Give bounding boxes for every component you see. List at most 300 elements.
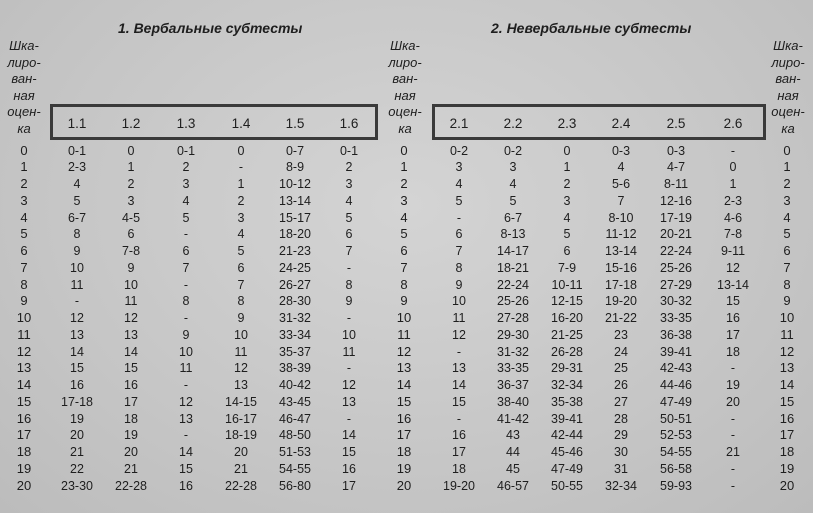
- nonverbal-raw-score-cell: 10: [452, 294, 466, 309]
- verbal-raw-score-cell: 4: [345, 193, 353, 208]
- verbal-raw-score-cell: 22-28: [225, 478, 257, 493]
- scaled-score-cell: 13: [396, 360, 412, 376]
- nonverbal-raw-score-cell: 42-43: [660, 361, 692, 376]
- verbal-raw-score-cell: 4: [237, 227, 245, 242]
- nonverbal-raw-score-cell: 5-6: [611, 177, 631, 191]
- scaled-score-cell: 5: [400, 226, 408, 242]
- verbal-raw-score-cell: 0-1: [176, 143, 196, 158]
- nonverbal-raw-score-cell: 21-25: [551, 327, 583, 342]
- verbal-raw-score-cell: 13: [234, 378, 248, 392]
- nonverbal-raw-score-cell: 6-7: [503, 210, 523, 225]
- nonverbal-raw-score-cell: 19: [726, 378, 740, 392]
- nonverbal-raw-score-cell: 7: [455, 244, 463, 258]
- nonverbal-raw-score-cell: 4-7: [666, 160, 686, 175]
- nonverbal-raw-score-cell: 7-8: [723, 227, 743, 242]
- nonverbal-raw-score-cell: 24: [614, 344, 628, 359]
- nonverbal-raw-score-cell: 18-21: [497, 260, 529, 275]
- verbal-raw-score-cell: 6-7: [67, 210, 87, 225]
- verbal-raw-score-cell: 12: [179, 394, 193, 409]
- nonverbal-raw-score-cell: 15: [726, 294, 740, 309]
- verbal-raw-score-cell: 14: [179, 445, 193, 459]
- verbal-raw-score-cell: 12: [234, 361, 248, 376]
- scaled-score-cell: 18: [396, 444, 412, 459]
- scaled-score-cell: 8: [783, 276, 791, 292]
- scaled-score-cell: 7: [20, 259, 28, 275]
- nonverbal-raw-score-cell: 4-6: [723, 210, 743, 225]
- nonverbal-raw-score-cell: 3: [509, 160, 517, 175]
- nonverbal-raw-score-cell: 3: [455, 160, 463, 175]
- verbal-raw-score-cell: 5: [73, 193, 81, 208]
- verbal-raw-score-cell: 13: [124, 327, 138, 342]
- nonverbal-raw-score-cell: 32-34: [551, 378, 583, 392]
- verbal-raw-score-cell: -: [183, 277, 189, 292]
- verbal-raw-score-cell: 6: [127, 227, 135, 242]
- verbal-raw-score-cell: 16: [179, 478, 193, 493]
- scaled-score-cell: 18: [779, 444, 795, 459]
- verbal-raw-score-cell: 10: [342, 327, 356, 342]
- scaled-score-cell: 16: [16, 410, 32, 426]
- scaled-score-cell: 4: [20, 209, 28, 225]
- verbal-raw-score-cell: 3: [345, 177, 353, 191]
- verbal-raw-score-cell: 8: [345, 277, 353, 292]
- nonverbal-raw-score-cell: 5: [455, 193, 463, 208]
- scaled-score-cell: 11: [17, 326, 31, 342]
- nonverbal-raw-score-cell: 0: [729, 160, 737, 175]
- nonverbal-raw-score-cell: 5: [563, 227, 571, 242]
- nonverbal-raw-score-cell: 12: [452, 327, 466, 342]
- scaled-score-cell: 0: [400, 142, 408, 158]
- scaled-score-cell: 13: [779, 360, 795, 376]
- verbal-raw-score-cell: 17: [124, 394, 138, 409]
- nonverbal-raw-score-cell: 44: [506, 445, 520, 459]
- verbal-raw-score-cell: 21: [124, 461, 138, 476]
- verbal-raw-score-cell: 17-18: [61, 394, 93, 409]
- verbal-raw-score-cell: 3: [127, 193, 135, 208]
- nonverbal-raw-score-cell: 25-26: [497, 294, 529, 309]
- verbal-raw-score-cell: 22-28: [115, 478, 147, 493]
- verbal-raw-score-cell: 17: [342, 478, 356, 493]
- column-header-nonverbal: 2.2: [503, 116, 523, 131]
- nonverbal-raw-score-cell: 20-21: [660, 227, 692, 242]
- scaled-score-cell: 6: [783, 243, 791, 258]
- scaled-score-cell: 14: [16, 377, 32, 392]
- scaled-score-cell: 3: [400, 192, 408, 208]
- nonverbal-raw-score-cell: -: [456, 344, 462, 359]
- verbal-raw-score-cell: 11: [70, 277, 84, 292]
- verbal-raw-score-cell: 16: [70, 378, 84, 392]
- verbal-raw-score-cell: 26-27: [279, 277, 311, 292]
- verbal-raw-score-cell: 48-50: [279, 428, 311, 443]
- nonverbal-raw-score-cell: 12-16: [660, 193, 692, 208]
- nonverbal-raw-score-cell: 2-3: [723, 193, 743, 208]
- verbal-raw-score-cell: 9: [73, 244, 81, 258]
- scaled-score-cell: 2: [783, 176, 791, 191]
- nonverbal-raw-score-cell: 10-11: [551, 277, 583, 292]
- nonverbal-raw-score-cell: 9: [455, 277, 463, 292]
- column-header-verbal: 1.3: [176, 116, 196, 131]
- nonverbal-raw-score-cell: 9-11: [720, 244, 746, 258]
- verbal-raw-score-cell: 0-1: [67, 143, 87, 158]
- nonverbal-raw-score-cell: 15-16: [605, 260, 637, 275]
- nonverbal-raw-score-cell: 5: [509, 193, 517, 208]
- verbal-raw-score-cell: 28-30: [279, 294, 311, 309]
- nonverbal-raw-score-cell: 4: [563, 210, 571, 225]
- verbal-section-title: 1. Вербальные субтесты: [118, 20, 303, 36]
- nonverbal-raw-score-cell: 8-13: [500, 227, 526, 242]
- scaled-score-cell: 6: [20, 243, 28, 258]
- scaled-score-cell: 0: [783, 142, 791, 158]
- verbal-raw-score-cell: -: [183, 378, 189, 392]
- verbal-raw-score-cell: 11: [342, 344, 356, 359]
- verbal-raw-score-cell: 4: [73, 177, 81, 191]
- nonverbal-raw-score-cell: 44-46: [660, 378, 692, 392]
- verbal-raw-score-cell: -: [346, 361, 352, 376]
- verbal-raw-score-cell: 3: [182, 177, 190, 191]
- column-header-nonverbal: 2.5: [666, 116, 686, 131]
- verbal-raw-score-cell: 40-42: [279, 378, 311, 392]
- nonverbal-raw-score-cell: -: [730, 411, 736, 426]
- verbal-raw-score-cell: 14: [342, 428, 356, 443]
- nonverbal-raw-score-cell: 3: [563, 193, 571, 208]
- verbal-raw-score-cell: -: [346, 411, 352, 426]
- nonverbal-raw-score-cell: 17: [452, 445, 466, 459]
- verbal-raw-score-cell: 10: [124, 277, 138, 292]
- column-header-nonverbal: 2.6: [723, 116, 743, 131]
- nonverbal-raw-score-cell: 6: [563, 244, 571, 258]
- verbal-raw-score-cell: 5: [237, 244, 245, 258]
- nonverbal-raw-score-cell: 2: [563, 177, 571, 191]
- nonverbal-raw-score-cell: 21: [726, 445, 740, 459]
- verbal-raw-score-cell: 15-17: [279, 210, 311, 225]
- verbal-raw-score-cell: -: [346, 260, 352, 275]
- nonverbal-raw-score-cell: 25: [614, 361, 628, 376]
- scaled-score-cell: 10: [779, 310, 795, 325]
- nonverbal-raw-score-cell: 0-2: [449, 143, 469, 158]
- scaled-score-cell: 7: [783, 259, 791, 275]
- nonverbal-raw-score-cell: -: [456, 210, 462, 225]
- verbal-raw-score-cell: 31-32: [279, 311, 311, 325]
- verbal-raw-score-cell: 33-34: [279, 327, 311, 342]
- nonverbal-raw-score-cell: 29: [614, 428, 628, 443]
- scaled-score-cell: 11: [397, 326, 411, 342]
- verbal-raw-score-cell: 8: [73, 227, 81, 242]
- verbal-raw-score-cell: 7: [182, 260, 190, 275]
- scaled-score-cell: 0: [20, 142, 28, 158]
- nonverbal-raw-score-cell: 17-18: [605, 277, 637, 292]
- nonverbal-raw-score-cell: 45: [506, 461, 520, 476]
- nonverbal-raw-score-cell: 31-32: [497, 344, 529, 359]
- nonverbal-raw-score-cell: 19-20: [443, 478, 475, 493]
- nonverbal-raw-score-cell: 7: [617, 193, 625, 208]
- nonverbal-raw-score-cell: 27-29: [660, 277, 692, 292]
- verbal-raw-score-cell: 11: [179, 361, 193, 376]
- nonverbal-raw-score-cell: 14-17: [497, 244, 529, 258]
- verbal-raw-score-cell: 20: [234, 445, 248, 459]
- nonverbal-raw-score-cell: 35-38: [551, 394, 583, 409]
- verbal-raw-score-cell: 2: [345, 160, 353, 175]
- verbal-raw-score-cell: 19: [124, 428, 138, 443]
- nonverbal-raw-score-cell: 27: [614, 394, 628, 409]
- scaled-score-cell: 3: [20, 192, 28, 208]
- verbal-raw-score-cell: 20: [70, 428, 84, 443]
- nonverbal-raw-score-cell: 0: [563, 143, 571, 158]
- verbal-header-frame: [50, 104, 378, 140]
- verbal-raw-score-cell: 8-9: [285, 160, 305, 175]
- nonverbal-raw-score-cell: -: [730, 361, 736, 376]
- nonverbal-raw-score-cell: 11-12: [605, 227, 637, 242]
- scaled-score-cell: 8: [400, 276, 408, 292]
- scaled-score-cell: 15: [16, 393, 32, 409]
- nonverbal-raw-score-cell: 50-51: [660, 411, 692, 426]
- nonverbal-raw-score-cell: 16: [452, 428, 466, 443]
- nonverbal-raw-score-cell: 36-37: [497, 378, 529, 392]
- nonverbal-raw-score-cell: 56-58: [660, 461, 692, 476]
- verbal-raw-score-cell: 11: [124, 294, 138, 309]
- scaled-score-cell: 4: [400, 209, 408, 225]
- scaled-score-cell: 19: [16, 460, 32, 476]
- nonverbal-raw-score-cell: 13: [452, 361, 466, 376]
- nonverbal-raw-score-cell: 54-55: [660, 445, 692, 459]
- verbal-raw-score-cell: 2: [127, 177, 135, 191]
- verbal-raw-score-cell: 6: [345, 227, 353, 242]
- scaled-score-cell: 9: [783, 293, 791, 309]
- nonverbal-raw-score-cell: 50-55: [551, 478, 583, 493]
- nonverbal-raw-score-cell: 17: [726, 327, 740, 342]
- nonverbal-raw-score-cell: 46-57: [497, 478, 529, 493]
- column-header-verbal: 1.5: [285, 116, 305, 131]
- verbal-raw-score-cell: 12: [70, 311, 84, 325]
- column-header-verbal: 1.6: [339, 116, 359, 131]
- scaled-score-cell: 10: [396, 310, 412, 325]
- verbal-raw-score-cell: 14: [124, 344, 138, 359]
- scaled-score-cell: 20: [779, 477, 795, 493]
- nonverbal-raw-score-cell: 22-24: [660, 244, 692, 258]
- scaled-score-cell: 17: [16, 427, 32, 443]
- scaled-score-cell: 16: [396, 410, 412, 426]
- nonverbal-raw-score-cell: -: [730, 478, 736, 493]
- scaled-score-cell: 3: [783, 192, 791, 208]
- nonverbal-raw-score-cell: 0-3: [611, 143, 631, 158]
- nonverbal-raw-score-cell: 28: [614, 411, 628, 426]
- nonverbal-raw-score-cell: 42-44: [551, 428, 583, 443]
- verbal-raw-score-cell: 43-45: [279, 394, 311, 409]
- verbal-raw-score-cell: 19: [70, 411, 84, 426]
- verbal-raw-score-cell: 51-53: [279, 445, 311, 459]
- verbal-raw-score-cell: 18-19: [225, 428, 257, 443]
- nonverbal-raw-score-cell: 8-10: [608, 210, 634, 225]
- verbal-raw-score-cell: 6: [237, 260, 245, 275]
- verbal-raw-score-cell: 14: [70, 344, 84, 359]
- verbal-raw-score-cell: 38-39: [279, 361, 311, 376]
- nonverbal-raw-score-cell: 17-19: [660, 210, 692, 225]
- column-header-verbal: 1.4: [231, 116, 251, 131]
- verbal-raw-score-cell: 4-5: [121, 210, 141, 225]
- nonverbal-raw-score-cell: 21-22: [605, 311, 637, 325]
- nonverbal-header-frame: [432, 104, 766, 140]
- scaled-score-label-middle: Шка- лиро- ван- ная оцен- ка: [388, 38, 422, 136]
- scaled-score-cell: 9: [400, 293, 408, 309]
- nonverbal-raw-score-cell: 29-31: [551, 361, 583, 376]
- verbal-raw-score-cell: -: [183, 227, 189, 242]
- nonverbal-raw-score-cell: 11: [452, 311, 466, 325]
- column-header-nonverbal: 2.3: [557, 116, 577, 131]
- scaled-score-cell: 15: [396, 393, 412, 409]
- verbal-raw-score-cell: 15: [124, 361, 138, 376]
- nonverbal-raw-score-cell: -: [730, 428, 736, 443]
- nonverbal-raw-score-cell: 29-30: [497, 327, 529, 342]
- nonverbal-raw-score-cell: 43: [506, 428, 520, 443]
- nonverbal-raw-score-cell: 7-9: [557, 260, 577, 275]
- nonverbal-raw-score-cell: 36-38: [660, 327, 692, 342]
- verbal-raw-score-cell: 46-47: [279, 411, 311, 426]
- nonverbal-raw-score-cell: 22-24: [497, 277, 529, 292]
- verbal-raw-score-cell: -: [346, 311, 352, 325]
- nonverbal-raw-score-cell: 33-35: [660, 311, 692, 325]
- verbal-raw-score-cell: 6: [182, 244, 190, 258]
- verbal-raw-score-cell: 16: [124, 378, 138, 392]
- verbal-raw-score-cell: 20: [124, 445, 138, 459]
- verbal-raw-score-cell: 9: [237, 311, 245, 325]
- verbal-raw-score-cell: 10: [234, 327, 248, 342]
- verbal-raw-score-cell: 12: [124, 311, 138, 325]
- scaled-score-cell: 12: [779, 343, 795, 359]
- nonverbal-raw-score-cell: 6: [455, 227, 463, 242]
- nonverbal-raw-score-cell: 8-11: [663, 177, 689, 191]
- verbal-raw-score-cell: 9: [127, 260, 135, 275]
- verbal-raw-score-cell: 13: [70, 327, 84, 342]
- nonverbal-raw-score-cell: 12: [726, 260, 740, 275]
- verbal-raw-score-cell: 12: [342, 378, 356, 392]
- nonverbal-raw-score-cell: 23: [614, 327, 628, 342]
- scaled-score-cell: 19: [779, 460, 795, 476]
- nonverbal-raw-score-cell: 39-41: [660, 344, 692, 359]
- scaled-score-cell: 17: [779, 427, 795, 443]
- nonverbal-raw-score-cell: 52-53: [660, 428, 692, 443]
- nonverbal-raw-score-cell: 38-40: [497, 394, 529, 409]
- nonverbal-raw-score-cell: 1: [563, 160, 571, 175]
- verbal-raw-score-cell: 8: [237, 294, 245, 309]
- verbal-raw-score-cell: 7-8: [121, 244, 141, 258]
- scaled-score-cell: 13: [16, 360, 32, 376]
- verbal-raw-score-cell: 8: [182, 294, 190, 309]
- verbal-raw-score-cell: 18-20: [279, 227, 311, 242]
- nonverbal-raw-score-cell: 4: [509, 177, 517, 191]
- verbal-raw-score-cell: 9: [345, 294, 353, 309]
- scaled-score-cell: 20: [396, 477, 412, 493]
- verbal-raw-score-cell: 24-25: [279, 260, 311, 275]
- verbal-raw-score-cell: 21: [70, 445, 84, 459]
- verbal-raw-score-cell: 10-12: [279, 177, 311, 191]
- nonverbal-raw-score-cell: -: [730, 143, 736, 158]
- scaled-score-cell: 5: [20, 226, 28, 242]
- nonverbal-raw-score-cell: 1: [729, 177, 737, 191]
- verbal-raw-score-cell: 16: [342, 461, 356, 476]
- verbal-raw-score-cell: 1: [127, 160, 135, 175]
- nonverbal-raw-score-cell: 8: [455, 260, 463, 275]
- scaled-score-cell: 16: [779, 410, 795, 426]
- nonverbal-raw-score-cell: 33-35: [497, 361, 529, 376]
- nonverbal-raw-score-cell: 12-15: [551, 294, 583, 309]
- scaled-score-cell: 14: [396, 377, 412, 392]
- verbal-raw-score-cell: 35-37: [279, 344, 311, 359]
- nonverbal-raw-score-cell: 39-41: [551, 411, 583, 426]
- scaled-score-label-right: Шка- лиро- ван- ная оцен- ка: [771, 38, 805, 136]
- column-header-verbal: 1.2: [121, 116, 141, 131]
- scaled-score-cell: 15: [779, 393, 795, 409]
- nonverbal-raw-score-cell: 41-42: [497, 411, 529, 426]
- verbal-raw-score-cell: 15: [70, 361, 84, 376]
- scaled-score-cell: 5: [783, 226, 791, 242]
- verbal-raw-score-cell: 10: [70, 260, 84, 275]
- column-header-nonverbal: 2.1: [449, 116, 469, 131]
- verbal-raw-score-cell: 21-23: [279, 244, 311, 258]
- scaled-score-cell: 7: [400, 259, 408, 275]
- nonverbal-raw-score-cell: 26-28: [551, 344, 583, 359]
- nonverbal-raw-score-cell: 13-14: [605, 244, 637, 258]
- nonverbal-raw-score-cell: 13-14: [717, 277, 749, 292]
- verbal-raw-score-cell: 7: [237, 277, 245, 292]
- verbal-raw-score-cell: -: [238, 160, 244, 175]
- nonverbal-raw-score-cell: 14: [452, 378, 466, 392]
- scaled-score-cell: 9: [20, 293, 28, 309]
- verbal-raw-score-cell: 5: [182, 210, 190, 225]
- scaled-score-cell: 4: [783, 209, 791, 225]
- column-header-verbal: 1.1: [67, 116, 87, 131]
- nonverbal-raw-score-cell: -: [456, 411, 462, 426]
- scaled-score-cell: 6: [400, 243, 408, 258]
- nonverbal-raw-score-cell: 16-20: [551, 311, 583, 325]
- verbal-raw-score-cell: 21: [234, 461, 248, 476]
- nonverbal-raw-score-cell: 47-49: [660, 394, 692, 409]
- verbal-raw-score-cell: 14-15: [225, 394, 257, 409]
- scaled-score-cell: 2: [20, 176, 28, 191]
- nonverbal-raw-score-cell: 26: [614, 378, 628, 392]
- verbal-raw-score-cell: 15: [179, 461, 193, 476]
- nonverbal-raw-score-cell: 4: [617, 160, 625, 175]
- verbal-raw-score-cell: 13-14: [279, 193, 311, 208]
- nonverbal-raw-score-cell: 18: [726, 344, 740, 359]
- scaled-score-cell: 11: [780, 326, 794, 342]
- nonverbal-raw-score-cell: 25-26: [660, 260, 692, 275]
- nonverbal-raw-score-cell: 30-32: [660, 294, 692, 309]
- nonverbal-raw-score-cell: 4: [455, 177, 463, 191]
- nonverbal-raw-score-cell: -: [730, 461, 736, 476]
- scaled-score-cell: 1: [400, 159, 408, 175]
- verbal-raw-score-cell: 2: [182, 160, 190, 175]
- nonverbal-raw-score-cell: 30: [614, 445, 628, 459]
- scaled-score-cell: 1: [20, 159, 28, 175]
- verbal-raw-score-cell: 3: [237, 210, 245, 225]
- nonverbal-raw-score-cell: 19-20: [605, 294, 637, 309]
- verbal-raw-score-cell: 16-17: [225, 411, 257, 426]
- scaled-score-cell: 14: [779, 377, 795, 392]
- nonverbal-raw-score-cell: 18: [452, 461, 466, 476]
- verbal-raw-score-cell: 9: [182, 327, 190, 342]
- nonverbal-raw-score-cell: 0-3: [666, 143, 686, 158]
- verbal-raw-score-cell: 15: [342, 445, 356, 459]
- nonverbal-raw-score-cell: 47-49: [551, 461, 583, 476]
- nonverbal-section-title: 2. Невербальные субтесты: [491, 20, 692, 36]
- verbal-raw-score-cell: 1: [237, 177, 245, 191]
- verbal-raw-score-cell: 2-3: [67, 160, 87, 175]
- nonverbal-raw-score-cell: 45-46: [551, 445, 583, 459]
- nonverbal-raw-score-cell: 59-93: [660, 478, 692, 493]
- nonverbal-raw-score-cell: 16: [726, 311, 740, 325]
- verbal-raw-score-cell: 18: [124, 411, 138, 426]
- verbal-raw-score-cell: 54-55: [279, 461, 311, 476]
- scaled-score-cell: 10: [16, 310, 32, 325]
- nonverbal-raw-score-cell: 31: [614, 461, 628, 476]
